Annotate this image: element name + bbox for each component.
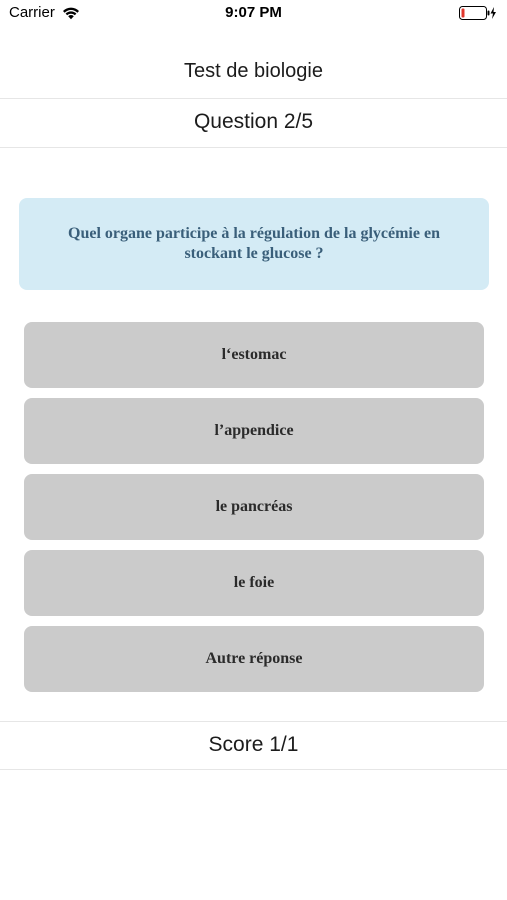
question-card [19,198,489,290]
answer-label: Autre réponse [205,650,303,667]
nav-divider [0,98,507,99]
answer-label: l’appendice [214,422,294,439]
score-top-divider [0,721,507,722]
score-bottom-divider [0,769,507,770]
answer-button-foie[interactable] [24,550,484,616]
status-time: 9:07 PM [225,4,282,21]
answer-label: l‘estomac [221,346,287,363]
score-label: Score 1/1 [208,733,299,756]
battery-low-charging-icon [459,6,497,20]
status-bar [0,0,507,28]
answer-button-estomac[interactable] [24,322,484,388]
answer-label: le foie [233,574,275,591]
carrier-label: Carrier [9,4,55,21]
counter-divider [0,147,507,148]
answer-button-autre[interactable] [24,626,484,692]
question-text: Quel organe participe à la régulation de la glycémie en stockant le glucose ? [68,225,440,262]
answer-button-pancreas[interactable] [24,474,484,540]
answer-label: le pancréas [215,498,293,515]
page-title: Test de biologie [184,60,323,82]
question-counter: Question 2/5 [193,110,314,133]
answer-button-appendice[interactable] [24,398,484,464]
answer-list [24,322,484,702]
